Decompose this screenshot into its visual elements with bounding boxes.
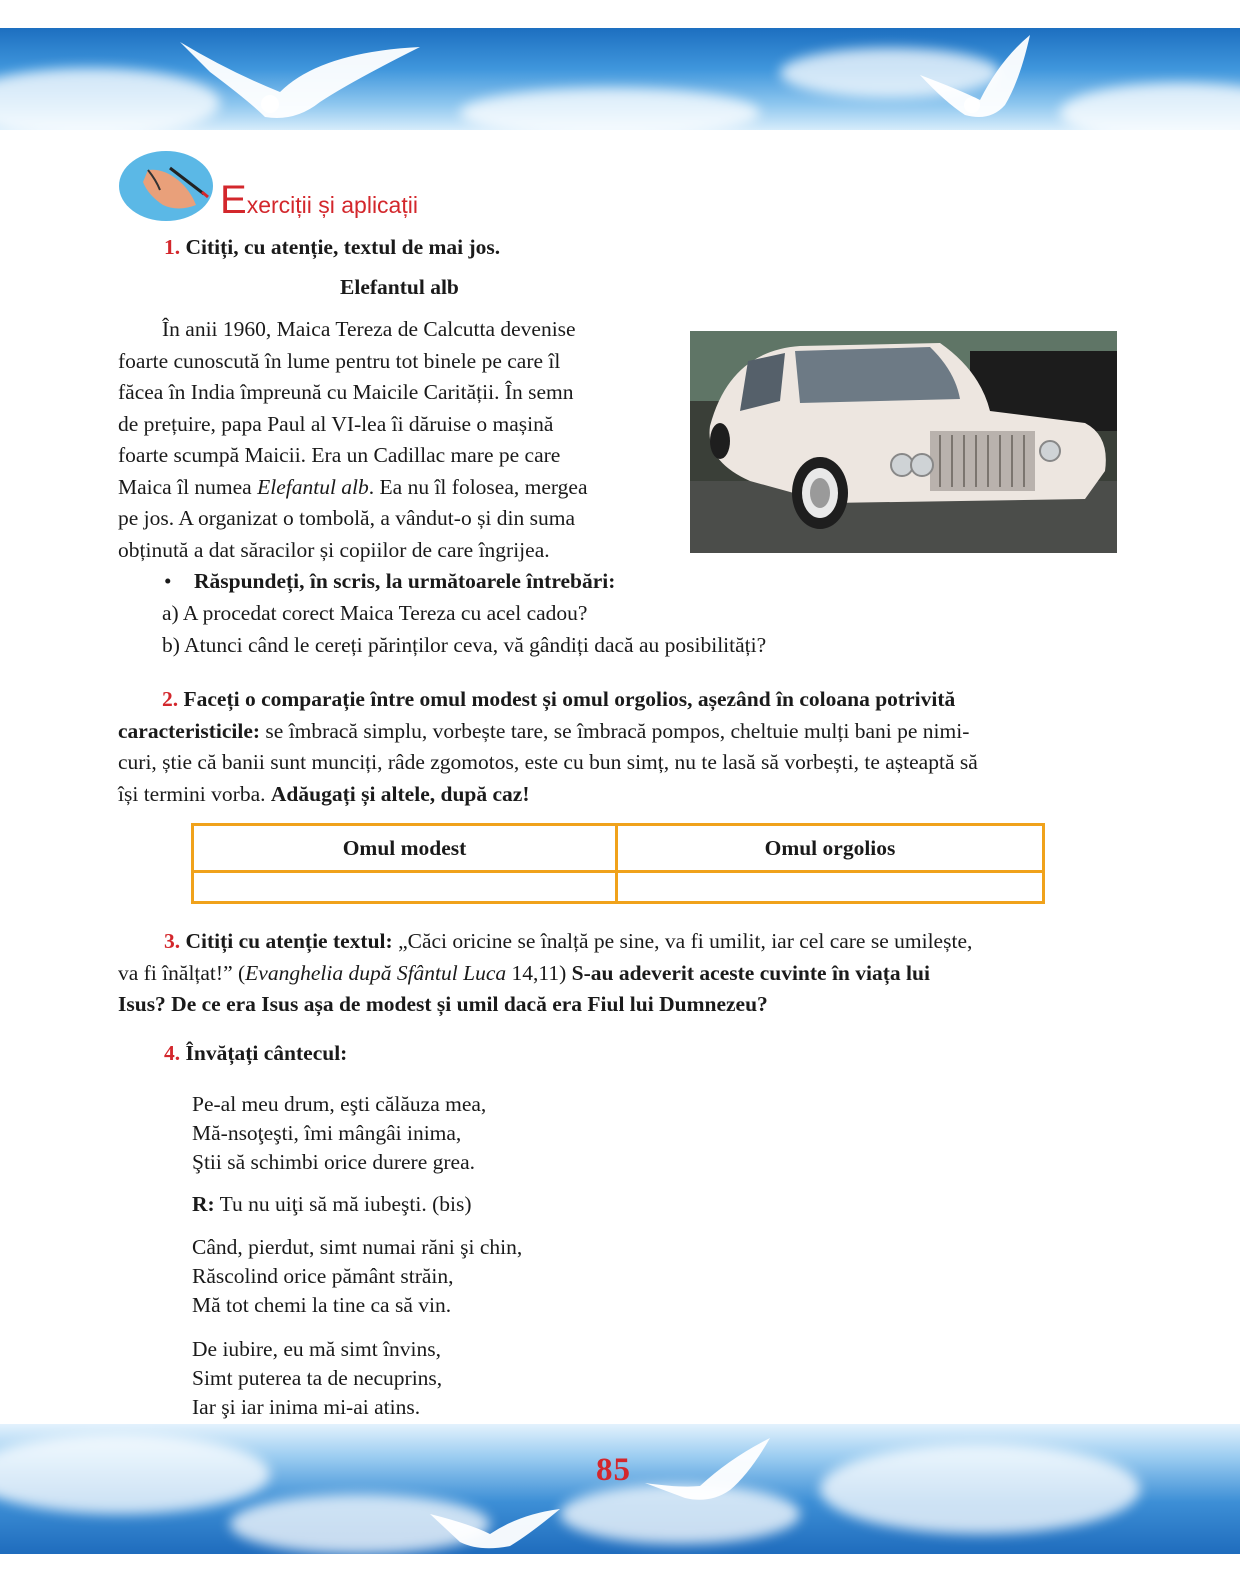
dove-icon xyxy=(170,32,430,130)
question-b: b) Atunci când le cereți părinților ceva, vă gândiți dacă au posibilități? xyxy=(162,633,767,657)
exercise-2-text: 2. Faceți o comparație între omul modest și omul orgolios, așezând în coloana potrivită caracteristicile: se îmbracă simplu, vorbește tare, se îmbracă pompos, cheltuie mulți bani pe nimi- curi, știe că banii sunt munciți, râde zgomotos, este cu bun simț, nu te lasă să vorbești, te așteaptă să își termini vorba. Adăugați și altele, după caz! xyxy=(118,687,978,806)
section-title: Exerciții și aplicații xyxy=(220,178,418,222)
page-number: 85 xyxy=(596,1452,631,1488)
story-text: În anii 1960, Maica Tereza de Calcutta devenise foarte cunoscută în lume pentru tot binele pe care îl făcea în India împreună cu Maicile Carității. În semn de prețuire, papa Paul al VI-lea îi dăruise o mașină foarte scumpă Maicii. Era un Cadillac mare pe care Maica îl numea Elefantul alb. Ea nu îl folosea, mergea pe jos. A organizat o tombolă, a vândut-o și din suma obținută a dat săracilor și copiilor de care îngrijea. xyxy=(118,317,588,562)
bottom-sky-banner xyxy=(0,1424,1240,1554)
table-header-modest: Omul modest xyxy=(194,826,618,873)
top-sky-banner xyxy=(0,28,1240,130)
dove-icon xyxy=(640,1428,790,1508)
section-header xyxy=(118,150,478,226)
answer-prompt: • Răspundeți, în scris, la următoarele întrebări: xyxy=(164,569,616,593)
story-title: Elefantul alb xyxy=(340,275,459,299)
exercise-4-instruction: 4. Învățați cântecul: xyxy=(164,1041,348,1065)
table-header-orgolios: Omul orgolios xyxy=(618,826,1042,873)
song-stanza-1: Pe-al meu drum, eşti călăuza mea, Mă-nsoţeşti, îmi mângâi inima, Ştii să schimbi orice durere grea. xyxy=(192,1092,487,1174)
table-cell-orgolios[interactable] xyxy=(618,873,1042,901)
dove-icon xyxy=(900,30,1080,130)
comparison-table xyxy=(191,823,1045,904)
song-stanza-3: De iubire, eu mă simt învins, Simt puterea ta de necuprins, Iar şi iar inima mi-ai atins. xyxy=(192,1337,443,1419)
exercise-1-instruction: 1. Citiți, cu atenție, textul de mai jos. xyxy=(164,235,501,259)
cadillac-car-photo xyxy=(690,331,1117,553)
writing-hand-icon xyxy=(118,150,214,222)
question-a: a) A procedat corect Maica Tereza cu acel cadou? xyxy=(162,601,588,625)
dove-icon xyxy=(420,1494,570,1554)
table-cell-modest[interactable] xyxy=(194,873,618,901)
song-stanza-2: Când, pierdut, simt numai răni şi chin, Răscolind orice pământ străin, Mă tot chemi la tine ca să vin. xyxy=(192,1235,523,1317)
song-refrain: R: Tu nu uiţi să mă iubeşti. (bis) xyxy=(192,1192,472,1216)
exercise-3-text: 3. Citiți cu atenție textul: „Căci oricine se înalță pe sine, va fi umilit, iar cel care se umilește, va fi înălțat!” (Evanghelia după Sfântul Luca 14,11) S-au adeverit aceste cuvinte în viața lui Isus? De ce era Isus așa de modest și umil dacă era Fiul lui Dumnezeu? xyxy=(118,929,973,1016)
